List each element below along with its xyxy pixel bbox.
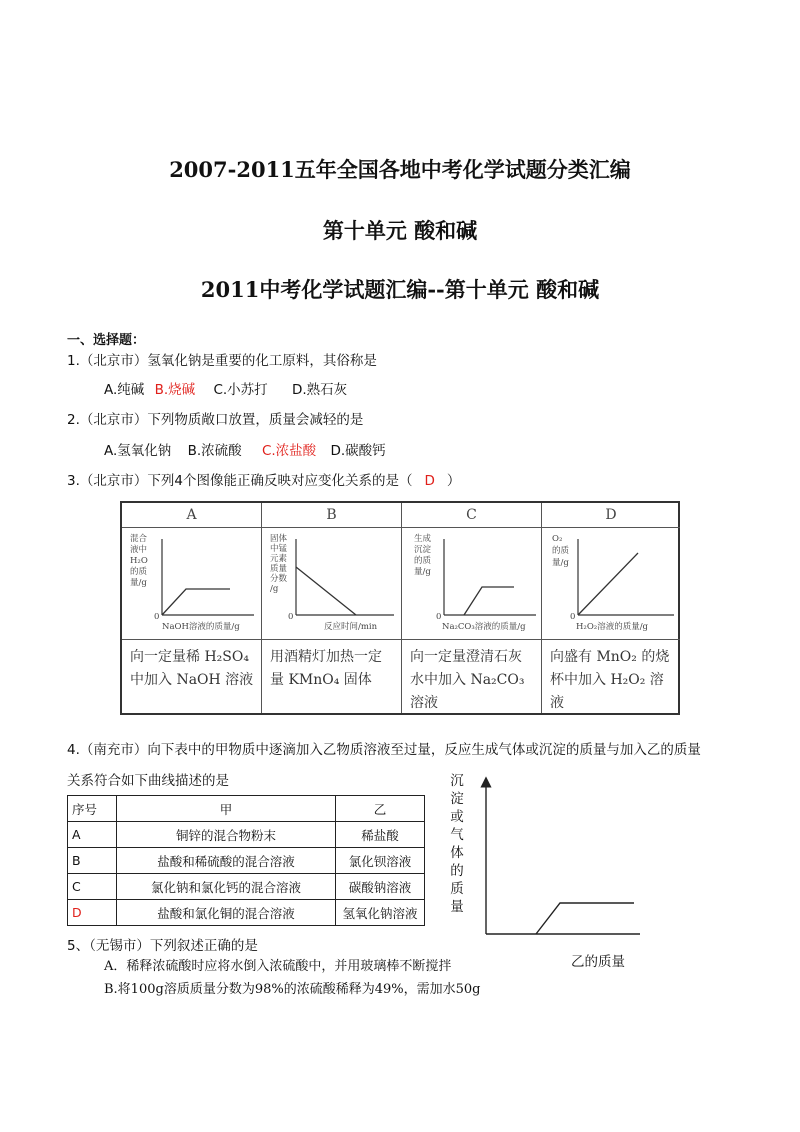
q2-option-c-answer: C.浓盐酸 bbox=[261, 443, 317, 459]
unit-title: 第十单元 酸和碱 bbox=[322, 218, 478, 243]
table-row bbox=[68, 848, 425, 874]
q1-option-b-answer: B.烧碱 bbox=[154, 382, 196, 398]
q2-option-a: A.氢氧化钠 bbox=[104, 443, 172, 459]
table-header-cell: 乙 bbox=[336, 796, 425, 822]
table-row bbox=[68, 900, 425, 926]
document-title: 2007-2011五年全国各地中考化学试题分类汇编 bbox=[169, 157, 631, 182]
panel-c bbox=[402, 503, 542, 713]
panel-d-ylabel-3: 量/g bbox=[552, 558, 569, 568]
question-5-option-a: A．稀释浓硫酸时应将水倒入浓硫酸中，并用玻璃棒不断搅拌 bbox=[104, 959, 452, 974]
table-header-row bbox=[68, 796, 425, 822]
question-2-options bbox=[104, 439, 386, 459]
question-2-stem: 2.（北京市）下列物质敞口放置，质量会减轻的是 bbox=[67, 412, 364, 428]
panel-b bbox=[262, 503, 402, 713]
panel-b-origin: 0 bbox=[288, 612, 294, 622]
q1-option-c: C.小苏打 bbox=[213, 382, 268, 398]
panel-c-ylabel-2: 沉淀 bbox=[414, 545, 432, 555]
panel-c-graph bbox=[402, 527, 542, 639]
panel-d-ylabel-1: O₂ bbox=[552, 534, 563, 544]
question-1-stem: 1.（北京市）氢氧化钠是重要的化工原料，其俗称是 bbox=[67, 353, 377, 369]
table-cell: 碳酸钠溶液 bbox=[336, 874, 425, 900]
panel-d-xlabel: H₂O₂溶液的质量/g bbox=[576, 622, 649, 632]
table-cell: 盐酸和稀硫酸的混合溶液 bbox=[117, 848, 336, 874]
panel-d-ylabel-2: 的质 bbox=[552, 546, 570, 556]
table-row bbox=[68, 822, 425, 848]
question-4-stem-line-2: 关系符合如下曲线描述的是 bbox=[67, 773, 229, 789]
panel-d-origin: 0 bbox=[570, 612, 576, 622]
table-cell: 氯化钡溶液 bbox=[336, 848, 425, 874]
panel-c-xlabel: Na₂CO₃溶液的质量/g bbox=[442, 622, 526, 632]
panel-b-header: B bbox=[262, 503, 401, 528]
table-cell: 氯化钠和氯化钙的混合溶液 bbox=[117, 874, 336, 900]
table-cell: 盐酸和氯化铜的混合溶液 bbox=[117, 900, 336, 926]
q4-graph-xlabel: 乙的质量 bbox=[571, 954, 625, 970]
q4-graph bbox=[474, 776, 654, 942]
table-cell: A bbox=[68, 822, 117, 848]
panel-b-ylabel-6: /g bbox=[270, 584, 279, 594]
panel-a-ylabel-3: H₂O bbox=[130, 556, 148, 566]
table-cell: C bbox=[68, 874, 117, 900]
panel-b-ylabel-3: 元素 bbox=[270, 554, 288, 564]
panel-d bbox=[542, 503, 680, 713]
panel-c-ylabel-3: 的质 bbox=[414, 556, 432, 566]
panel-c-ylabel-4: 量/g bbox=[414, 567, 431, 577]
table-cell: 铜锌的混合物粉末 bbox=[117, 822, 336, 848]
q4-graph-ylabel: 沉淀或气体的质量 bbox=[450, 773, 464, 915]
table-cell: 稀盐酸 bbox=[336, 822, 425, 848]
panel-b-ylabel-5: 分数 bbox=[270, 574, 288, 584]
table-header-cell: 序号 bbox=[68, 796, 117, 822]
table-cell: B bbox=[68, 848, 117, 874]
panel-d-graph bbox=[542, 527, 680, 639]
q2-option-b: B.浓硫酸 bbox=[187, 443, 242, 459]
panel-b-graph bbox=[262, 527, 402, 639]
panel-c-origin: 0 bbox=[436, 612, 442, 622]
panel-a-ylabel-4: 的质 bbox=[130, 567, 148, 577]
question-4-table bbox=[67, 795, 425, 926]
panel-b-ylabel-2: 中锰 bbox=[270, 544, 288, 554]
panel-a-xlabel: NaOH溶液的质量/g bbox=[162, 622, 240, 632]
panel-a-ylabel-2: 液中 bbox=[130, 545, 148, 555]
table-row bbox=[68, 874, 425, 900]
panel-a-origin: 0 bbox=[154, 612, 160, 622]
question-5-option-b: B.将100g溶质质量分数为98%的浓硫酸稀释为49%，需加水50g bbox=[104, 982, 481, 997]
panel-c-description: 向一定量澄清石灰水中加入 Na₂CO₃ 溶液 bbox=[402, 639, 541, 713]
panel-a-graph bbox=[122, 527, 262, 639]
question-1-options bbox=[104, 378, 347, 398]
question-4-stem-line-1: 4.（南充市）向下表中的甲物质中逐滴加入乙物质溶液至过量，反应生成气体或沉淀的质量与加入乙的质量 bbox=[67, 742, 701, 758]
subtitle: 2011中考化学试题汇编--第十单元 酸和碱 bbox=[200, 277, 600, 302]
panel-a bbox=[122, 503, 262, 713]
panel-c-header: C bbox=[402, 503, 541, 528]
question-3-stem: 3.（北京市）下列4个图像能正确反映对应变化关系的是（ D ） bbox=[67, 473, 461, 489]
table-header-cell: 甲 bbox=[117, 796, 336, 822]
panel-b-xlabel: 反应时间/min bbox=[324, 622, 378, 632]
panel-b-ylabel-4: 质量 bbox=[270, 564, 288, 574]
panel-b-description: 用酒精灯加热一定量 KMnO₄ 固体 bbox=[262, 639, 401, 713]
table-cell: 氢氧化钠溶液 bbox=[336, 900, 425, 926]
panel-d-description: 向盛有 MnO₂ 的烧杯中加入 H₂O₂ 溶液 bbox=[542, 639, 680, 713]
q3-answer: D bbox=[424, 473, 435, 489]
panel-a-ylabel-5: 量/g bbox=[130, 578, 147, 588]
panel-c-ylabel-1: 生成 bbox=[414, 534, 432, 544]
table-cell-answer: D bbox=[68, 900, 117, 926]
q2-option-d: D.碳酸钙 bbox=[330, 443, 386, 459]
panel-a-description: 向一定量稀 H₂SO₄ 中加入 NaOH 溶液 bbox=[122, 639, 261, 713]
panel-b-ylabel-1: 固体 bbox=[270, 534, 288, 544]
question-5-stem: 5、（无锡市）下列叙述正确的是 bbox=[67, 938, 258, 954]
panel-d-header: D bbox=[542, 503, 680, 528]
q1-option-d: D.熟石灰 bbox=[291, 382, 348, 398]
q4-curve bbox=[536, 903, 634, 934]
section-heading: 一、选择题： bbox=[67, 333, 146, 348]
panel-a-ylabel-1: 混合 bbox=[130, 534, 148, 544]
q1-option-a: A.纯碱 bbox=[104, 382, 145, 398]
question-3-figure bbox=[120, 501, 680, 715]
panel-a-header: A bbox=[122, 503, 261, 528]
